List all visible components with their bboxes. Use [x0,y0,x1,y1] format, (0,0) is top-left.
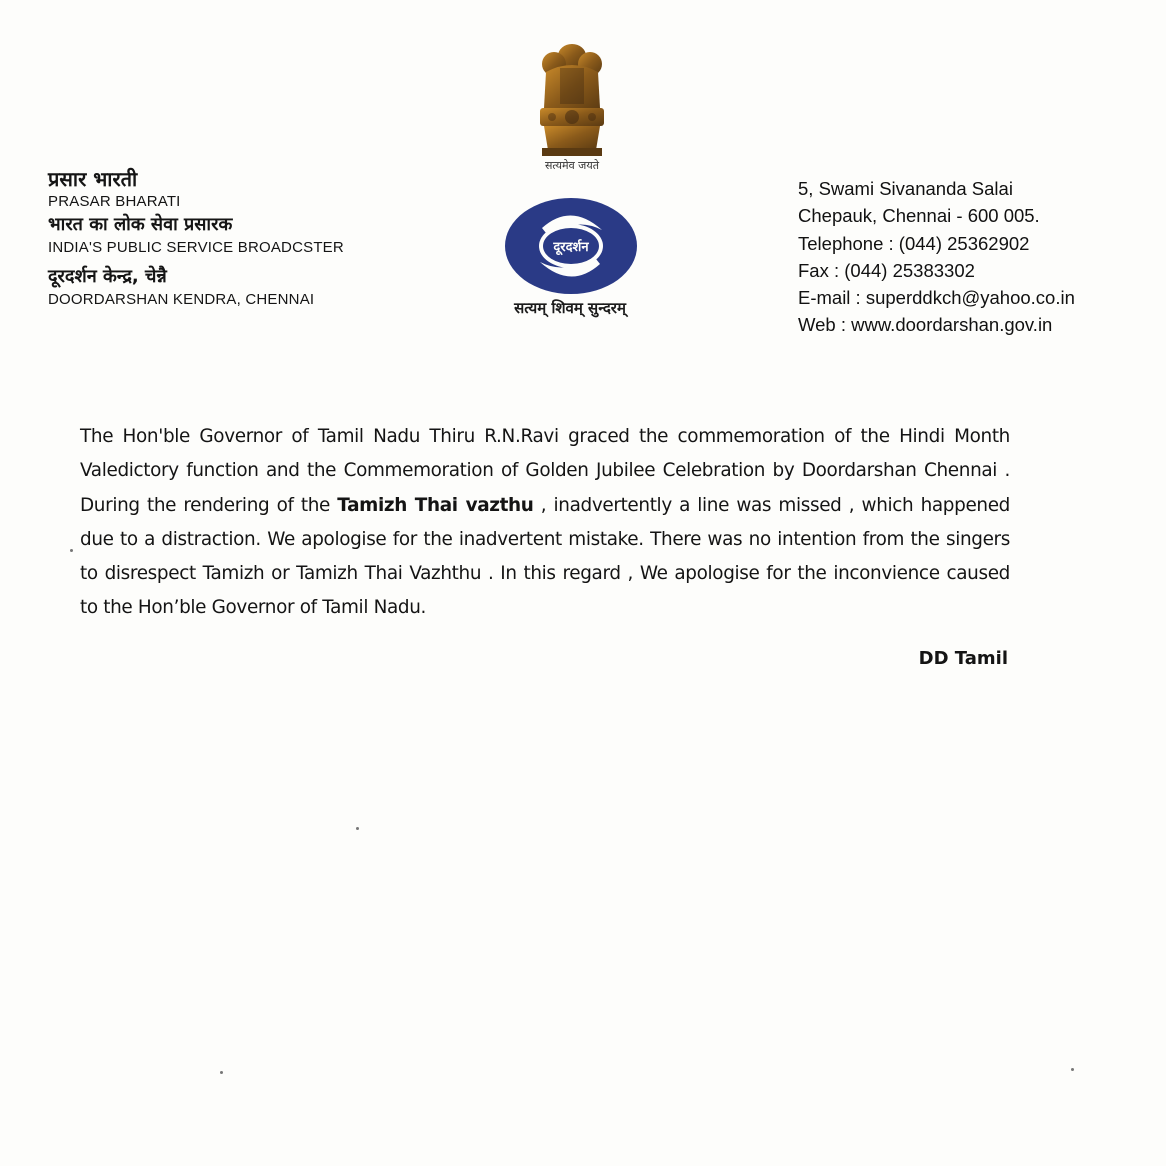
signature: DD Tamil [918,648,1008,669]
email: E-mail : superddkch@yahoo.co.in [798,287,1075,309]
letter-highlight: Tamizh Thai vazthu [337,494,534,516]
emblem-motto: सत्यमेव जयते [544,159,599,172]
organization-header [48,166,448,310]
letter-body [80,420,1010,626]
address-line-1: 5, Swami Sivananda Salai [798,178,1013,199]
scan-speck [356,827,359,830]
scan-speck [1071,1068,1074,1071]
english-kendra-name: DOORDARSHAN KENDRA, CHENNAI [48,291,315,308]
dd-motto: सत्यम् शिवम् सुन्दरम् [514,299,626,317]
dd-logo-text: दूरदर्शन [553,240,589,255]
english-org-name: PRASAR BHARATI [48,193,181,210]
address-line-2: Chepauk, Chennai - 600 005. [798,205,1040,227]
telephone: Telephone : (044) 25362902 [798,232,1030,254]
english-tagline: INDIA'S PUBLIC SERVICE BROADCSTER [48,239,344,256]
letter-text-part-1: The Hon'ble Governor of Tamil Nadu Thiru R.N.Ravi graced the commemoration of the Hindi Month Valedictory function and the Commemoration of Golden Jubilee Celebration by Doordarshan Chennai . During the rendering of the [80,426,1010,516]
scan-speck [220,1071,223,1074]
letter-text-part-2: , inadvertently a line was missed , which happened due to a distraction. We apologise for the inadvertent mistake. There was no intention from the singers to disrespect Tamizh or Tamizh Thai Vazhthu . In this regard , We apologise for the inconvience caused to the Hon’ble Governor of Tamil Nadu. [80,494,1011,619]
scan-speck [70,549,73,552]
hindi-tagline: भारत का लोक सेवा प्रसारक [48,214,233,235]
hindi-org-name: प्रसार भारती [48,167,138,191]
address-block [798,175,1158,339]
hindi-kendra-name: दूरदर्शन केन्द्र, चेन्नै [48,266,167,287]
doordarshan-logo-icon [502,194,640,304]
fax: Fax : (044) 25383302 [798,259,975,281]
website: Web : www.doordarshan.gov.in [798,314,1053,336]
